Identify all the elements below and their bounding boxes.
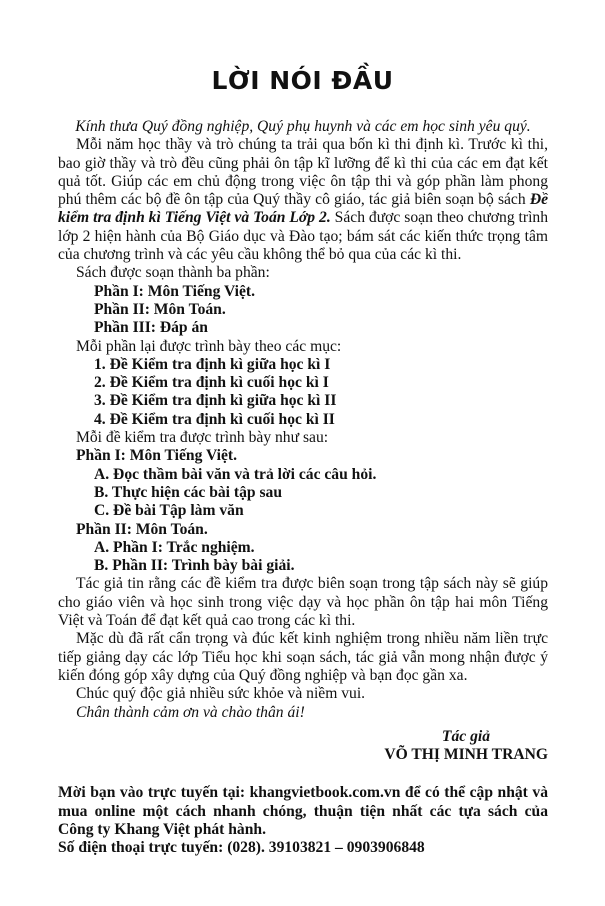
- signature-role: Tác giả: [441, 727, 490, 745]
- parts-intro: Sách được soạn thành ba phần:: [76, 264, 270, 282]
- format-part1: Phần I: Môn Tiếng Việt.: [76, 447, 238, 465]
- intro-text-cont: Sách được soạn theo chương trình lớp 2 hiện hành của Bộ Giáo dục và Đào tạo; bám sát các kiến thức trọng tâm của chương trình và các yêu cầu không thể bỏ qua của các kì thi.: [58, 209, 549, 264]
- intro-paragraph: [58, 136, 548, 264]
- section-item: 2. Đề Kiểm tra định kì cuối học kì I: [94, 374, 329, 392]
- book-title: Đề kiểm tra định kì Tiếng Việt và Toán Lớp 2.: [58, 191, 548, 227]
- paragraph-feedback: Mặc dù đã rất cẩn trọng và đúc kết kinh nghiệm trong nhiều năm liền trực tiếp giảng dạy các lớp Tiểu học khi soạn sách, tác giả vẫn mong nhận được ý kiến đóng góp xây dựng của Quý đồng nghiệp và bạn đọc gần xa.: [58, 630, 548, 684]
- sections-intro: Mỗi phần lại được trình bày theo các mục:: [76, 337, 342, 355]
- part-item: Phần II: Môn Toán.: [94, 300, 226, 318]
- thanks-line: Chân thành cảm ơn và chào thân ái!: [76, 703, 305, 721]
- section-item: 4. Đề Kiểm tra định kì cuối học kì II: [94, 410, 335, 428]
- section-item: 1. Đề Kiểm tra định kì giữa học kì I: [94, 355, 331, 373]
- document-body: [58, 118, 548, 858]
- paragraph-purpose: Tác giả tin rằng các đề kiểm tra được biên soạn trong tập sách này sẽ giúp cho giáo viên và học sinh trong việc dạy và học phần ôn tập hai môn Tiếng Việt và Toán để đạt kết quả cao trong các kì thi.: [58, 575, 548, 630]
- page-title: LỜI NÓI ĐẦU: [211, 66, 394, 95]
- part-item: Phần III: Đáp án: [94, 319, 208, 337]
- promo-phone: Số điện thoại trực tuyến: (028). 39103821 – 0903906848: [58, 839, 425, 857]
- greeting: Kính thưa Quý đồng nghiệp, Quý phụ huynh và các em học sinh yêu quý.: [75, 118, 531, 135]
- format-item: A. Phần I: Trắc nghiệm.: [94, 538, 255, 556]
- format-intro: Mỗi đề kiểm tra được trình bày như sau:: [76, 429, 329, 447]
- format-item: C. Đề bài Tập làm văn: [94, 502, 244, 520]
- signature: [58, 728, 548, 765]
- part-item: Phần I: Môn Tiếng Việt.: [94, 282, 256, 300]
- section-item: 3. Đề Kiểm tra định kì giữa học kì II: [94, 392, 337, 410]
- format-part2: Phần II: Môn Toán.: [76, 520, 208, 538]
- wish-line: Chúc quý độc giả nhiều sức khỏe và niềm vui.: [76, 685, 366, 703]
- promo-block: [58, 784, 548, 857]
- format-item: B. Thực hiện các bài tập sau: [94, 483, 283, 501]
- intro-text: Mỗi năm học thầy và trò chúng ta trải qua bốn kì thi định kì. Trước kì thi, bao giờ thầy và trò đều cũng phải ôn tập kĩ lưỡng để kì thi của các em đạt kết quả tốt. Giúp các em chủ động trong việc ôn tập thi và góp phần làm phong phú thêm các bộ đề ôn tập của Quý thầy cô giáo, tác giả biên soạn bộ sách: [58, 136, 548, 209]
- format-item: A. Đọc thầm bài văn và trả lời các câu hỏi.: [94, 465, 377, 483]
- signature-name: VÕ THỊ MINH TRANG: [384, 746, 548, 764]
- format-item: B. Phần II: Trình bày bài giải.: [94, 557, 295, 575]
- promo-text: Mời bạn vào trực tuyến tại: khangvietbook.com.vn để có thể cập nhật và mua online một cách nhanh chóng, thuận tiện nhất các tựa sách của Công ty Khang Việt phát hành.: [58, 784, 548, 838]
